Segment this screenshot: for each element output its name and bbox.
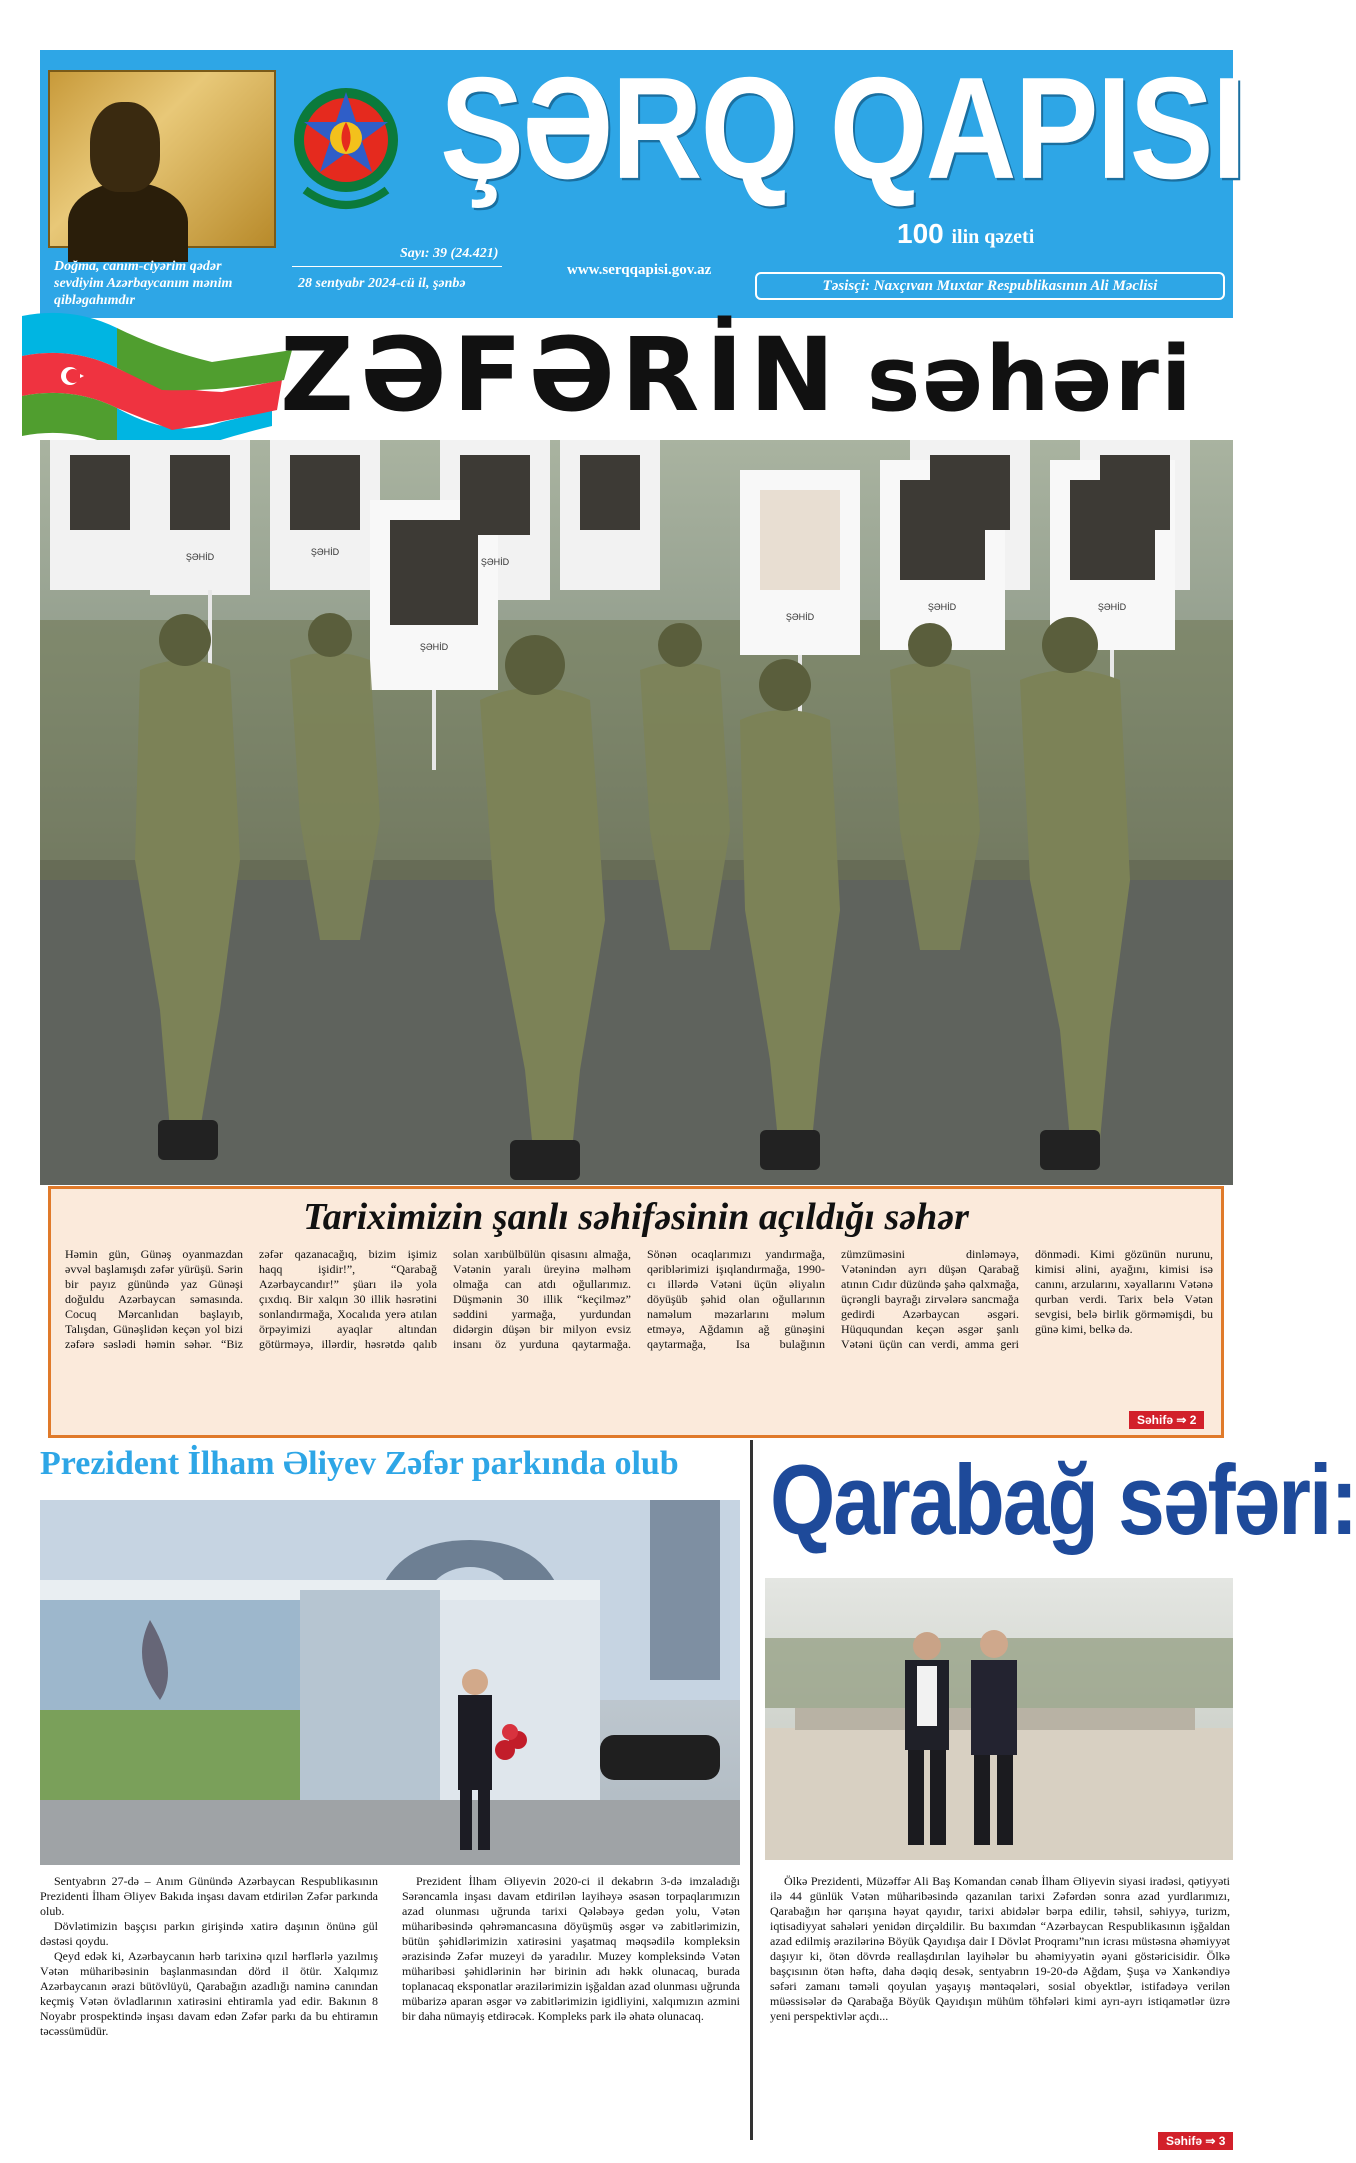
slogan: Doğma, canım-ciyərim qədər sevdiyim Azərbaycanım mənim qibləgahımdır — [54, 259, 233, 308]
century-badge: 100 ilin qəzeti — [897, 218, 1035, 249]
portrait-caption: ŞƏHİD — [927, 602, 957, 612]
victory-park-illustration — [40, 1500, 740, 1865]
arrow-right-icon: ⇒ — [1176, 1413, 1187, 1427]
karabakh-visit-illustration — [765, 1578, 1233, 1860]
website-link[interactable]: www.serqqapisi.gov.az — [567, 262, 712, 278]
story1-photo — [40, 1500, 740, 1865]
lead-body: Həmin gün, Günəş oyanmazdan əvvəl başlamışdı zəfər yürüşü. Sərin bir payız günündə yaz Günəşi doğuldu Azərbaycan səmasında. Cocuq Mərcanlıdan başlayıb, Talışdan, Günəşlidən keçən yol bizi zəfərə səslədi həmin səhər. “Biz zəfər qazanacağıq, bizim işimiz haqq işidir!”, “Qarabağ Azərbaycandır!” şüarı ilə yola çıxdıq. Bir xalqın 30 illik həsrətini sonlandırmağa, Xocalıda yerə atılan örpəyimizi ayaqlar altından götürməyə, illərdir, həsrətdə qalıb solan xarıbülbülün qisasını almağa, Vətənin yaralı üreyinə məlhəm olmağa can atdı oğullarımız. Düşmənin 30 illik “keçilməz” səddini yarmağa, yurdundan didərgin düşən bir milyon evsiz insanı öz yurduna qaytarmağa. Sönən ocaqlarımızı yandırmağa, qəriblərimizi işıqlandırmağa, 1990-cı illərdə Vətəni üçün əliyalın döyüşüb şəhid olan oğullarının naməlum məzarlarını məlum etməyə, Ağdamın ağ günəşini qaytarmağa, Isa bulağının zümzüməsini dinləməyə, Vətənindən ayrı düşən Qarabağ atının Cıdır düzündə şahə qalxmağa, üçrəngli bayrağı zirvələrə sancmağa gedirdi Azərbaycan əsgəri. Hüququndan keçən əsgər şanlı Vətəni üçün can verdi, amma geri dönmədi. Kimi gözünün nurunu, kimisi əlini, ayağını, kimisi isə canını, arzularını, xəyallarını Vətənə qurban verdi. Tarix belə Vətən sevgisi, belə birlik görməmişdi, bu günə kimi, belkə də. — [65, 1247, 1213, 1351]
portrait-caption: ŞƏHİD — [185, 552, 215, 562]
portrait-caption: ŞƏHİD — [419, 642, 449, 652]
main-photo-parade — [40, 440, 1233, 1185]
issue-date: 28 sentyabr 2024-cü il, şənbə — [298, 276, 466, 291]
story2-title[interactable]: Qarabağ səfəri: — [770, 1444, 1356, 1556]
newspaper-title: ŞƏRQ QAPISI — [440, 46, 1245, 209]
portrait-caption: ŞƏHİD — [1097, 602, 1127, 612]
founder-portrait — [48, 70, 276, 248]
story2-body: Ölkə Prezidenti, Müzəffər Ali Baş Komandan cənab İlham Əliyevin siyasi iradəsi, qətiyyəti ilə 44 günlük Vətən müharibəsində qazanılan tarixi Zəfərdən sonra azad yurdlarımızı, Qarabağın hər qarışına həyat qayıdır, tarixi abidələr bərpa edilir, təhsil, səhiyyə, turizm, iqtisadiyyat sahələri yenidən dirçəldilir. Bu baxımdan “Azərbaycan Respublikasının işğaldan azad edilmiş ərazilərinə Böyük Qayıdışa dair I Dövlət Proqramı”nın icrası müstəsna əhəmiyyət daşıyır ki, ötən dövrdə reallaşdırılan layihələr bu əhəmiyyətin əyani göstəricisidir. Ölkə başçısının ötən həftə, daha dəqiq desək, sentyabrın 19-20-də Ağdam, Şuşa və Xankəndiyə səfəri zamanı təməli qoyulan yaşayış məntəqələri, sosial obyektlər, istifadəyə verilən müəssisələr də Qarabağa Böyük Qayıdışın mühüm töhfələri kimi ayrı-ayrı istiqamətlər üzrə yeni perspektivlər açdı... — [770, 1874, 1230, 2023]
issue-number: Sayı: 39 (24.421) — [400, 246, 499, 261]
story2-photo — [765, 1578, 1233, 1860]
arrow-right-icon: ⇒ — [1205, 2134, 1216, 2148]
founder-line: Təsisçi: Naxçıvan Muxtar Respublikasının Ali Məclisi — [755, 272, 1225, 300]
parade-illustration — [40, 440, 1233, 1185]
continue-page-2-link[interactable]: Səhifə ⇒ 2 — [1129, 1411, 1204, 1429]
main-headline: ZƏFƏRİN səhəri — [280, 316, 1194, 435]
story1-title[interactable]: Prezident İlham Əliyev Zəfər parkında olub — [40, 1445, 679, 1482]
lead-article — [48, 1186, 1224, 1438]
portrait-caption: ŞƏHİD — [480, 557, 510, 567]
column-divider — [750, 1440, 753, 2140]
portrait-caption: ŞƏHİD — [785, 612, 815, 622]
story1-body: Sentyabrın 27-də – Anım Günündə Azərbaycan Respublikasının Prezidenti İlham Əliyev Bakıda inşası davam etdirilən Zəfər parkında olub. Dövlətimizin başçısı parkın girişində xatirə daşının önünə gül dəstəsi qoydu. Qeyd edək ki, Azərbaycanın hərb tarixinə qızıl hərflərlə yazılmış Vətən müharibəsinin başlanmasından dörd il ötür. Xalqımız Azərbaycanın ərazi bütövlüyü, Qarabağın azadlığı naminə canından keçmiş Vətən övladlarının xatirəsini ehtiramla yad edir. Bakının 8 Noyabr prospektində inşası davam edən Zəfər parkı da bu ehtiramın təcəssümüdür. Prezident İlham Əliyevin 2020-ci il dekabrın 3-də imzaladığı Sərəncamla inşası davam etdirilən layihəyə əsasən torpaqlarımızın azad olunması uğrunda tarixi Qələbəyə gedən yolu, Vətən müharibəsində qəhrəmancasına döyüşmüş əsgər və zabitlərimizin, bütün şəhidlərimizin xatirəsini yaşatmaq məqsədilə kompleksin ərazisində Zəfər muzeyi də yaradılır. Muzey kompleksində Vətən müharibəsi şəhidlərinin hər birinin adı həkk olunacaq, burada toplanacaq eksponatlar ərazilərimizin işğaldan azad olunması uğrunda mübarizə aparan əsgər və zabitlərimizin igidliyini, xalqımızın azmini bir daha nümayiş etdirəcək. Kompleks park ilə əhatə olunacaq. — [40, 1874, 740, 2038]
state-emblem-icon — [285, 70, 407, 230]
masthead — [40, 46, 1245, 318]
continue-page-3-link[interactable]: Səhifə ⇒ 3 — [1158, 2132, 1233, 2150]
lead-title: Tariximizin şanlı səhifəsinin açıldığı səhər — [303, 1196, 969, 1238]
portrait-caption: ŞƏHİD — [310, 547, 340, 557]
